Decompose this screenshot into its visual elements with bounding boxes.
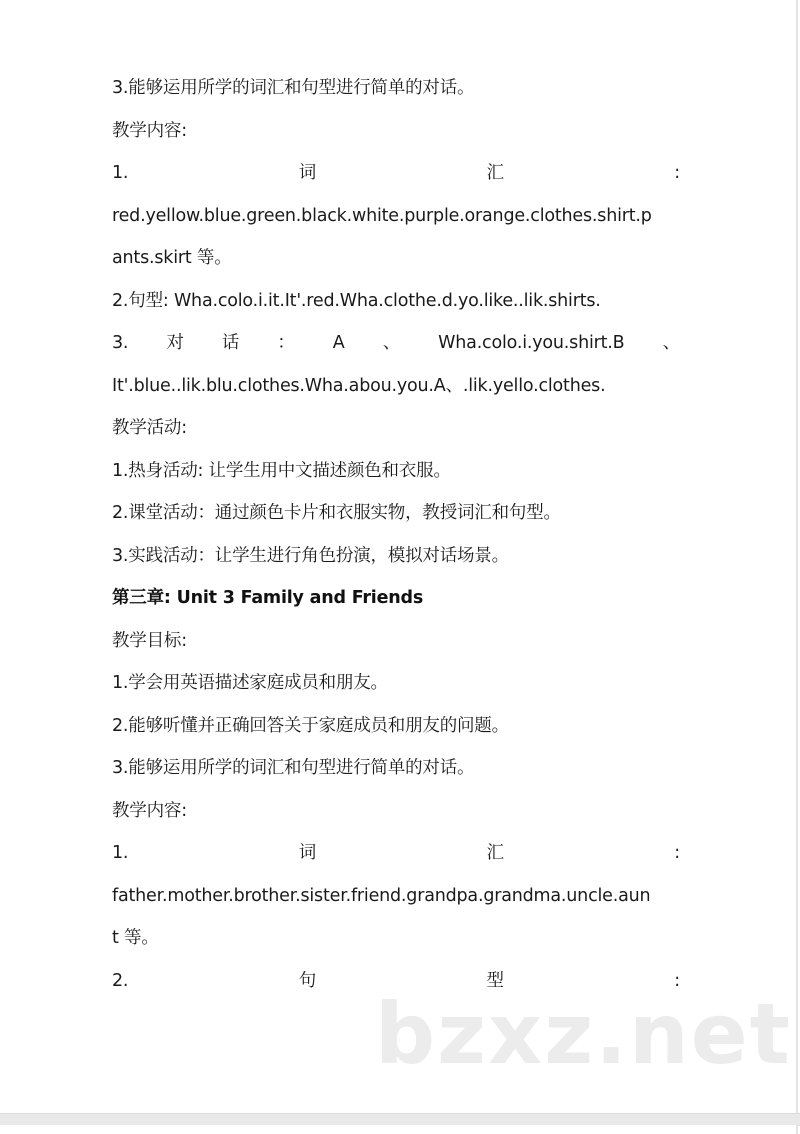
vocabulary-char-1: 词 (298, 163, 317, 183)
pattern-char-1: 句 (298, 970, 317, 991)
objective-3: 3.能够运用所学的词汇和句型进行简单的对话。 (112, 758, 475, 778)
next-page-top (0, 1125, 798, 1134)
vocabulary-char-1-2: 词 (298, 843, 317, 863)
vocabulary-colon-2: : (674, 843, 680, 863)
dialogue-speaker-a: A (332, 333, 345, 353)
objective-1: 1.学会用英语描述家庭成员和朋友。 (112, 673, 388, 693)
dialogue-line-1 (112, 329, 680, 372)
watermark: bzxz.net (375, 985, 792, 1083)
section-label-content-2: 教学内容: (112, 800, 187, 821)
vocabulary-list-line-1: red.yellow.blue.green.black.white.purple.orange.clothes.shirt.p (112, 205, 652, 226)
pattern-number: 2. (112, 970, 129, 991)
vocabulary-number-2: 1. (112, 843, 129, 863)
dialogue-char-1: 对 (166, 333, 184, 353)
chapter-heading: 第三章: Unit 3 Family and Friends (112, 588, 424, 608)
vocabulary-colon: : (674, 163, 680, 183)
activity-classroom: 2.课堂活动：通过颜色卡片和衣服实物，教授词汇和句型。 (112, 503, 561, 523)
pattern-colon: : (674, 970, 680, 991)
document-body (112, 74, 680, 1009)
dialogue-question: Wha.colo.i.you.shirt.B (438, 333, 625, 353)
objective-2: 2.能够听懂并正确回答关于家庭成员和朋友的问题。 (112, 715, 509, 736)
section-label-objectives: 教学目标: (112, 630, 187, 651)
vocabulary-list-line-2: ants.skirt 等。 (112, 248, 232, 268)
activity-warmup: 1.热身活动: 让学生用中文描述颜色和衣服。 (112, 460, 451, 481)
section-label-activities: 教学活动: (112, 418, 187, 438)
sentence-pattern-label (112, 967, 680, 1010)
dialogue-char-2: 话 (221, 333, 240, 353)
objective-3-dialogue: 3.能够运用所学的词汇和句型进行简单的对话。 (112, 78, 475, 98)
activity-practice: 3.实践活动：让学生进行角色扮演，模拟对话场景。 (112, 545, 509, 566)
vocabulary-char-2-2: 汇 (486, 843, 504, 863)
pattern-char-2: 型 (486, 970, 504, 991)
vocabulary-number: 1. (112, 163, 129, 183)
dialogue-separator-1: 、 (382, 333, 401, 353)
vocabulary-label (112, 159, 680, 202)
dialogue-colon: ： (277, 333, 295, 353)
section-label-content: 教学内容: (112, 120, 187, 141)
dialogue-separator-2: 、 (662, 333, 680, 353)
family-vocabulary-line-2: t 等。 (112, 928, 159, 948)
dialogue-number: 3. (112, 333, 129, 353)
dialogue-line-2: It'.blue..lik.blu.clothes.Wha.abou.you.A、.lik.yello.clothes. (112, 375, 606, 396)
sentence-patterns: 2.句型: Wha.colo.i.it.It'.red.Wha.clothe.d.yo.like..lik.shirts. (112, 290, 601, 311)
vocabulary-char-2: 汇 (486, 163, 504, 183)
vocabulary-label-2 (112, 839, 680, 882)
family-vocabulary-line-1: father.mother.brother.sister.friend.grandpa.grandma.uncle.aun (112, 885, 651, 906)
